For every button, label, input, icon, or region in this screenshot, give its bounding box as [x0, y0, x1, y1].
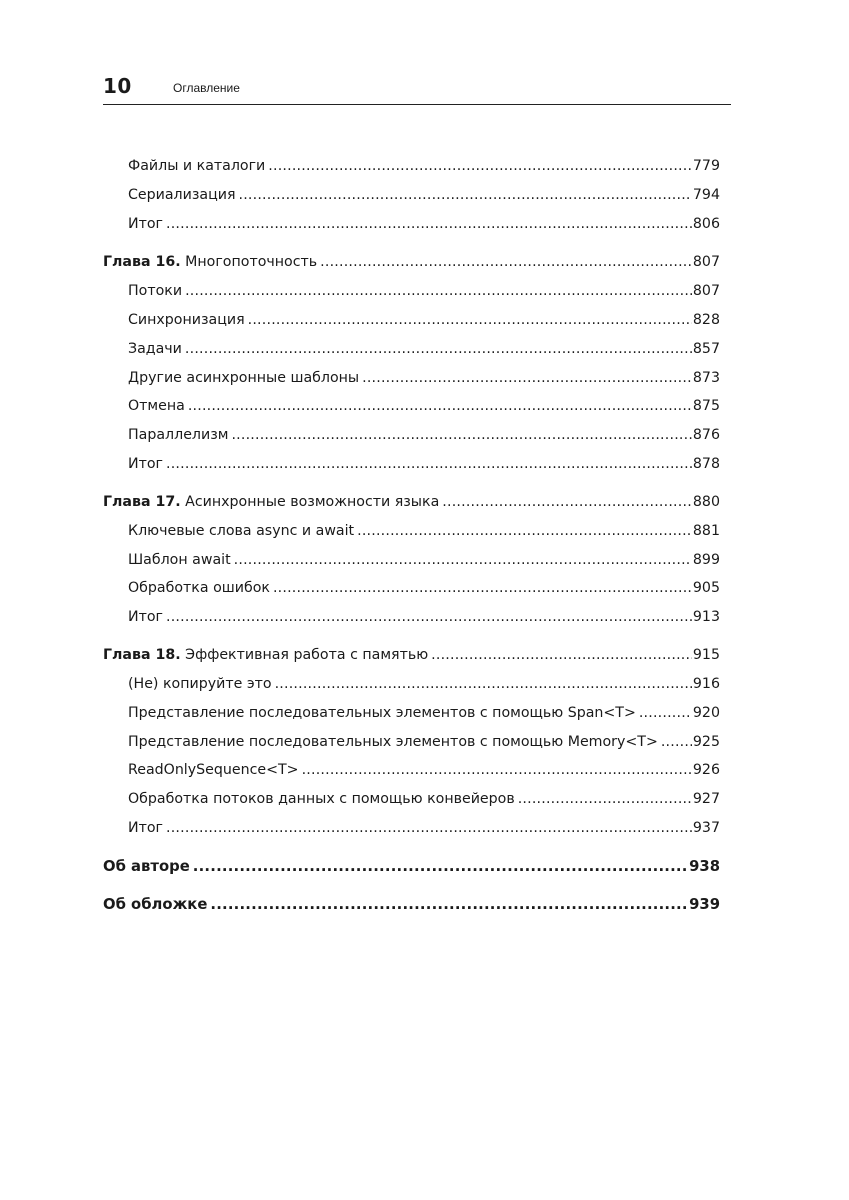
dot-leader: [185, 341, 692, 357]
toc-page-number: 927: [692, 791, 720, 807]
toc-entry-title: Шаблон await: [128, 552, 231, 568]
toc-page-number: 876: [692, 427, 720, 443]
toc-page-number: 920: [692, 705, 720, 721]
toc-entry-title: ReadOnlySequence<T>: [128, 762, 299, 778]
toc-chapter-label: Глава 16.: [103, 254, 181, 270]
toc-section-entry: [128, 552, 720, 572]
toc-page-number: 939: [689, 896, 720, 913]
toc-page-number: 899: [692, 552, 720, 568]
toc-entry-title: [103, 254, 317, 270]
toc-entry-title: Итог: [128, 216, 164, 232]
toc-entry-title: [103, 647, 428, 663]
toc-entry-title: Итог: [128, 820, 164, 836]
toc-entry-title: Итог: [128, 456, 164, 472]
toc-section-entry: [128, 398, 720, 418]
toc-section-entry: [128, 734, 720, 754]
toc-chapter-entry: [103, 494, 720, 514]
toc-section-entry: [128, 523, 720, 543]
toc-entry-title: [103, 494, 439, 510]
toc-page-number: 857: [692, 341, 720, 357]
toc-page-number: 875: [692, 398, 720, 414]
toc-section-entry: [128, 370, 720, 390]
toc-page-number: 913: [692, 609, 720, 625]
toc-section-entry: [128, 762, 720, 782]
toc-entry-title: Параллелизм: [128, 427, 229, 443]
toc-page-number: 926: [692, 762, 720, 778]
running-header: [103, 70, 731, 105]
dot-leader: [302, 762, 692, 778]
toc-entry-title: Файлы и каталоги: [128, 158, 266, 174]
dot-leader: [431, 647, 692, 663]
dot-leader: [166, 609, 692, 625]
toc-entry-title: Ключевые слова async и await: [128, 523, 355, 539]
toc-section-entry: [128, 216, 720, 236]
toc-section-entry: [128, 676, 720, 696]
dot-leader: [234, 552, 692, 568]
toc-entry-title: Итог: [128, 609, 164, 625]
dot-leader: [210, 896, 688, 913]
dot-leader: [639, 705, 692, 721]
dot-leader: [273, 580, 692, 596]
toc-page-number: 794: [692, 187, 720, 203]
toc-chapter-entry: [103, 647, 720, 667]
dot-leader: [193, 858, 688, 875]
toc-section-entry: [128, 341, 720, 361]
toc-entry-title: Обработка потоков данных с помощью конвейеров: [128, 791, 515, 807]
toc-entry-title: Представление последовательных элементов с помощью Memory<T>: [128, 734, 658, 750]
toc-section-entry: [128, 187, 720, 207]
toc-section-entry: [128, 283, 720, 303]
running-title: Оглавление: [173, 81, 240, 95]
dot-leader: [362, 370, 692, 386]
toc-page-number: 806: [692, 216, 720, 232]
toc-page-number: 807: [692, 254, 720, 270]
toc-chapter-entry: [103, 254, 720, 274]
dot-leader: [166, 216, 692, 232]
toc-entry-title: Задачи: [128, 341, 182, 357]
toc-section-entry: [128, 312, 720, 332]
toc-backmatter-entry: [103, 896, 720, 916]
toc-entry-title: Синхронизация: [128, 312, 245, 328]
toc-entry-title: Представление последовательных элементов с помощью Span<T>: [128, 705, 636, 721]
toc-chapter-title: Асинхронные возможности языка: [185, 494, 440, 510]
toc-section-entry: [128, 580, 720, 600]
toc-entry-title: (Не) копируйте это: [128, 676, 272, 692]
toc-chapter-label: Глава 18.: [103, 647, 181, 663]
toc-page-number: 938: [689, 858, 720, 875]
toc-page-number: 925: [692, 734, 720, 750]
toc-page-number: 880: [692, 494, 720, 510]
dot-leader: [320, 254, 692, 270]
toc-chapter-title: Эффективная работа с памятью: [185, 647, 429, 663]
dot-leader: [239, 187, 692, 203]
toc-page-number: 828: [692, 312, 720, 328]
toc-page-number: 937: [692, 820, 720, 836]
toc-section-entry: [128, 820, 720, 840]
dot-leader: [357, 523, 692, 539]
toc-entry-title: Отмена: [128, 398, 185, 414]
toc-page-number: 881: [692, 523, 720, 539]
toc-section-entry: [128, 705, 720, 725]
toc-section-entry: [128, 456, 720, 476]
page-number: 10: [103, 74, 132, 98]
dot-leader: [248, 312, 692, 328]
toc-section-entry: [128, 609, 720, 629]
dot-leader: [188, 398, 692, 414]
toc-entry-title: Сериализация: [128, 187, 236, 203]
dot-leader: [661, 734, 692, 750]
toc-page-number: 779: [692, 158, 720, 174]
toc-chapter-title: Многопоточность: [185, 254, 318, 270]
toc-page-number: 873: [692, 370, 720, 386]
toc-page-number: 915: [692, 647, 720, 663]
dot-leader: [166, 456, 692, 472]
dot-leader: [518, 791, 692, 807]
dot-leader: [166, 820, 692, 836]
toc-section-entry: [128, 427, 720, 447]
toc-page-number: 916: [692, 676, 720, 692]
dot-leader: [442, 494, 692, 510]
dot-leader: [275, 676, 692, 692]
toc-entry-title: Другие асинхронные шаблоны: [128, 370, 360, 386]
dot-leader: [268, 158, 692, 174]
dot-leader: [231, 427, 691, 443]
toc-page-number: 905: [692, 580, 720, 596]
toc-entry-title: Обработка ошибок: [128, 580, 270, 596]
toc-chapter-label: Глава 17.: [103, 494, 181, 510]
toc-page-number: 878: [692, 456, 720, 472]
toc-backmatter-entry: [103, 858, 720, 878]
toc-entry-title: Об авторе: [103, 858, 190, 875]
toc-entry-title: Потоки: [128, 283, 183, 299]
dot-leader: [185, 283, 692, 299]
toc-page-number: 807: [692, 283, 720, 299]
toc-entry-title: Об обложке: [103, 896, 208, 913]
toc-section-entry: [128, 158, 720, 178]
toc-section-entry: [128, 791, 720, 811]
